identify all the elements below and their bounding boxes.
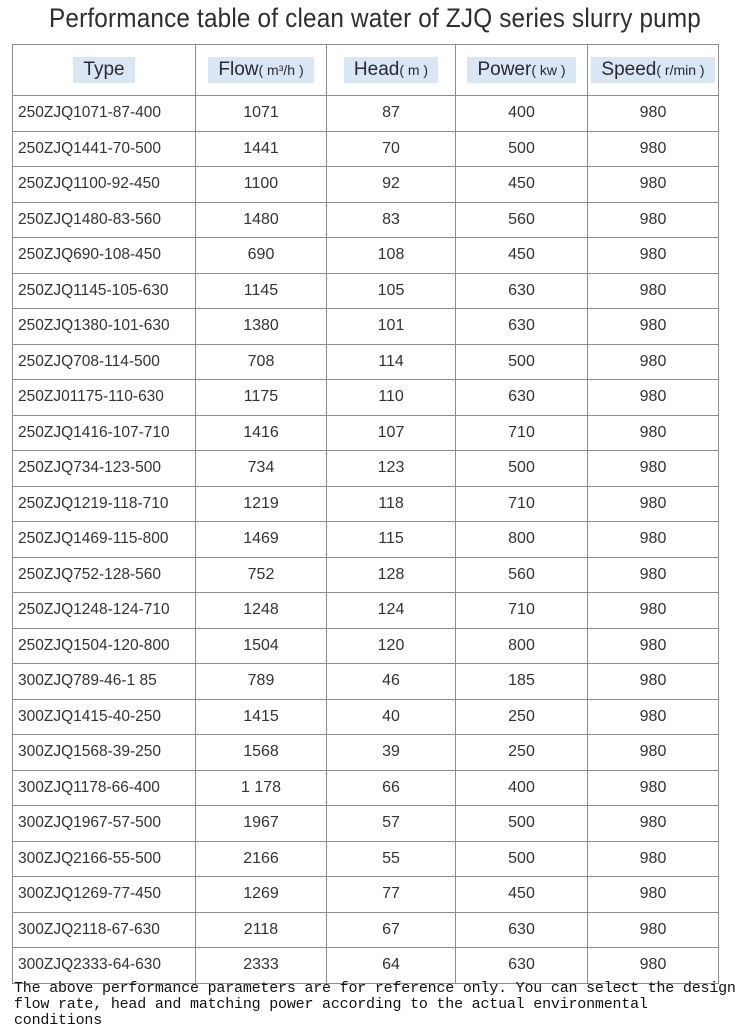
head-cell: 123	[327, 451, 456, 487]
power-cell: 710	[456, 486, 588, 522]
flow-cell: 1380	[196, 309, 327, 345]
flow-cell: 690	[196, 238, 327, 274]
power-cell: 450	[456, 877, 588, 913]
flow-cell: 708	[196, 344, 327, 380]
table-row	[13, 131, 719, 167]
speed-cell: 980	[588, 273, 719, 309]
type-cell: 250ZJQ1248-124-710	[13, 593, 196, 629]
flow-cell: 1415	[196, 699, 327, 735]
table-row	[13, 202, 719, 238]
table-row	[13, 593, 719, 629]
flow-cell: 1 178	[196, 770, 327, 806]
type-cell: 300ZJQ2118-67-630	[13, 912, 196, 948]
table-row	[13, 948, 719, 984]
type-cell: 300ZJQ789-46-1 85	[13, 664, 196, 700]
page-title: Performance table of clean water of ZJQ series slurry pump	[49, 3, 701, 33]
speed-cell: 980	[588, 167, 719, 203]
power-cell: 630	[456, 912, 588, 948]
speed-cell: 980	[588, 735, 719, 771]
head-cell: 64	[327, 948, 456, 984]
head-cell: 46	[327, 664, 456, 700]
header-row	[13, 45, 719, 96]
table-row	[13, 806, 719, 842]
table-row	[13, 664, 719, 700]
flow-cell: 1967	[196, 806, 327, 842]
header-label-power: Power	[477, 59, 532, 80]
speed-cell: 980	[588, 131, 719, 167]
table-row	[13, 628, 719, 664]
table-row	[13, 380, 719, 416]
speed-cell: 980	[588, 486, 719, 522]
flow-cell: 1504	[196, 628, 327, 664]
flow-cell: 1071	[196, 96, 327, 132]
header-label-head: Head	[353, 59, 400, 80]
type-cell: 300ZJQ1967-57-500	[13, 806, 196, 842]
speed-cell: 980	[588, 557, 719, 593]
table-row	[13, 841, 719, 877]
footer-note: The above performance parameters are for reference only. You can select the design flow rate, head and matching power according to the actual environmental conditions	[14, 980, 736, 1029]
type-cell: 300ZJQ2333-64-630	[13, 948, 196, 984]
performance-table	[12, 44, 719, 984]
speed-cell: 980	[588, 380, 719, 416]
flow-cell: 752	[196, 557, 327, 593]
head-cell: 87	[327, 96, 456, 132]
type-cell: 300ZJQ1178-66-400	[13, 770, 196, 806]
speed-cell: 980	[588, 841, 719, 877]
speed-cell: 980	[588, 202, 719, 238]
table-row	[13, 273, 719, 309]
header-label-speed: Speed	[601, 59, 657, 80]
head-cell: 67	[327, 912, 456, 948]
speed-cell: 980	[588, 96, 719, 132]
speed-cell: 980	[588, 451, 719, 487]
head-cell: 110	[327, 380, 456, 416]
type-cell: 250ZJQ752-128-560	[13, 557, 196, 593]
type-cell: 250ZJQ1219-118-710	[13, 486, 196, 522]
table-row	[13, 486, 719, 522]
head-cell: 120	[327, 628, 456, 664]
power-cell: 500	[456, 344, 588, 380]
power-cell: 630	[456, 273, 588, 309]
flow-cell: 789	[196, 664, 327, 700]
speed-cell: 980	[588, 309, 719, 345]
head-cell: 70	[327, 131, 456, 167]
flow-cell: 1248	[196, 593, 327, 629]
speed-cell: 980	[588, 344, 719, 380]
flow-cell: 2333	[196, 948, 327, 984]
table-body	[13, 96, 719, 984]
type-cell: 250ZJQ1071-87-400	[13, 96, 196, 132]
col-header-speed	[588, 45, 719, 96]
power-cell: 250	[456, 735, 588, 771]
speed-cell: 980	[588, 593, 719, 629]
power-cell: 710	[456, 415, 588, 451]
type-cell: 250ZJQ1441-70-500	[13, 131, 196, 167]
head-cell: 118	[327, 486, 456, 522]
table-row	[13, 167, 719, 203]
head-cell: 66	[327, 770, 456, 806]
speed-cell: 980	[588, 415, 719, 451]
type-cell: 300ZJQ1568-39-250	[13, 735, 196, 771]
head-cell: 105	[327, 273, 456, 309]
flow-cell: 2118	[196, 912, 327, 948]
head-cell: 107	[327, 415, 456, 451]
type-cell: 250ZJQ1504-120-800	[13, 628, 196, 664]
flow-cell: 2166	[196, 841, 327, 877]
type-cell: 250ZJQ1145-105-630	[13, 273, 196, 309]
power-cell: 500	[456, 451, 588, 487]
table-row	[13, 557, 719, 593]
head-cell: 124	[327, 593, 456, 629]
type-cell: 250ZJQ1380-101-630	[13, 309, 196, 345]
type-cell: 250ZJ01175-110-630	[13, 380, 196, 416]
head-cell: 55	[327, 841, 456, 877]
power-cell: 630	[456, 380, 588, 416]
head-cell: 57	[327, 806, 456, 842]
table-row	[13, 238, 719, 274]
col-header-type	[13, 45, 196, 96]
type-cell: 250ZJQ734-123-500	[13, 451, 196, 487]
type-cell: 250ZJQ708-114-500	[13, 344, 196, 380]
header-label-type: Type	[73, 57, 134, 83]
col-header-power	[456, 45, 588, 96]
type-cell: 250ZJQ1100-92-450	[13, 167, 196, 203]
speed-cell: 980	[588, 238, 719, 274]
type-cell: 250ZJQ1469-115-800	[13, 522, 196, 558]
speed-cell: 980	[588, 628, 719, 664]
head-cell: 115	[327, 522, 456, 558]
type-cell: 250ZJQ1480-83-560	[13, 202, 196, 238]
power-cell: 560	[456, 557, 588, 593]
table-row	[13, 344, 719, 380]
speed-cell: 980	[588, 877, 719, 913]
power-cell: 560	[456, 202, 588, 238]
table-row	[13, 877, 719, 913]
table-row	[13, 912, 719, 948]
type-cell: 300ZJQ1415-40-250	[13, 699, 196, 735]
header-label-flow: Flow	[218, 59, 259, 80]
head-cell: 114	[327, 344, 456, 380]
power-cell: 710	[456, 593, 588, 629]
power-cell: 185	[456, 664, 588, 700]
flow-cell: 1269	[196, 877, 327, 913]
type-cell: 300ZJQ1269-77-450	[13, 877, 196, 913]
power-cell: 250	[456, 699, 588, 735]
flow-cell: 1441	[196, 131, 327, 167]
header-unit-flow: ( m³/h )	[258, 62, 304, 78]
power-cell: 630	[456, 309, 588, 345]
type-cell: 250ZJQ690-108-450	[13, 238, 196, 274]
table-row	[13, 770, 719, 806]
power-cell: 500	[456, 806, 588, 842]
head-cell: 92	[327, 167, 456, 203]
head-cell: 83	[327, 202, 456, 238]
table-row	[13, 309, 719, 345]
flow-cell: 1145	[196, 273, 327, 309]
speed-cell: 980	[588, 664, 719, 700]
table-row	[13, 699, 719, 735]
head-cell: 101	[327, 309, 456, 345]
power-cell: 400	[456, 770, 588, 806]
flow-cell: 1480	[196, 202, 327, 238]
power-cell: 450	[456, 167, 588, 203]
type-cell: 250ZJQ1416-107-710	[13, 415, 196, 451]
header-unit-power: ( kw )	[531, 62, 566, 78]
power-cell: 450	[456, 238, 588, 274]
type-cell: 300ZJQ2166-55-500	[13, 841, 196, 877]
table-row	[13, 415, 719, 451]
head-cell: 77	[327, 877, 456, 913]
col-header-head	[327, 45, 456, 96]
flow-cell: 1175	[196, 380, 327, 416]
head-cell: 39	[327, 735, 456, 771]
header-unit-head: ( m )	[399, 62, 429, 78]
speed-cell: 980	[588, 699, 719, 735]
speed-cell: 980	[588, 770, 719, 806]
speed-cell: 980	[588, 948, 719, 984]
col-header-flow	[196, 45, 327, 96]
table-row	[13, 451, 719, 487]
speed-cell: 980	[588, 806, 719, 842]
head-cell: 128	[327, 557, 456, 593]
power-cell: 800	[456, 628, 588, 664]
table-row	[13, 96, 719, 132]
speed-cell: 980	[588, 912, 719, 948]
power-cell: 630	[456, 948, 588, 984]
power-cell: 800	[456, 522, 588, 558]
header-unit-speed: ( r/min )	[656, 62, 705, 78]
flow-cell: 1568	[196, 735, 327, 771]
flow-cell: 734	[196, 451, 327, 487]
flow-cell: 1100	[196, 167, 327, 203]
head-cell: 108	[327, 238, 456, 274]
flow-cell: 1219	[196, 486, 327, 522]
flow-cell: 1416	[196, 415, 327, 451]
head-cell: 40	[327, 699, 456, 735]
table-row	[13, 522, 719, 558]
speed-cell: 980	[588, 522, 719, 558]
power-cell: 500	[456, 841, 588, 877]
power-cell: 500	[456, 131, 588, 167]
flow-cell: 1469	[196, 522, 327, 558]
power-cell: 400	[456, 96, 588, 132]
table-row	[13, 735, 719, 771]
